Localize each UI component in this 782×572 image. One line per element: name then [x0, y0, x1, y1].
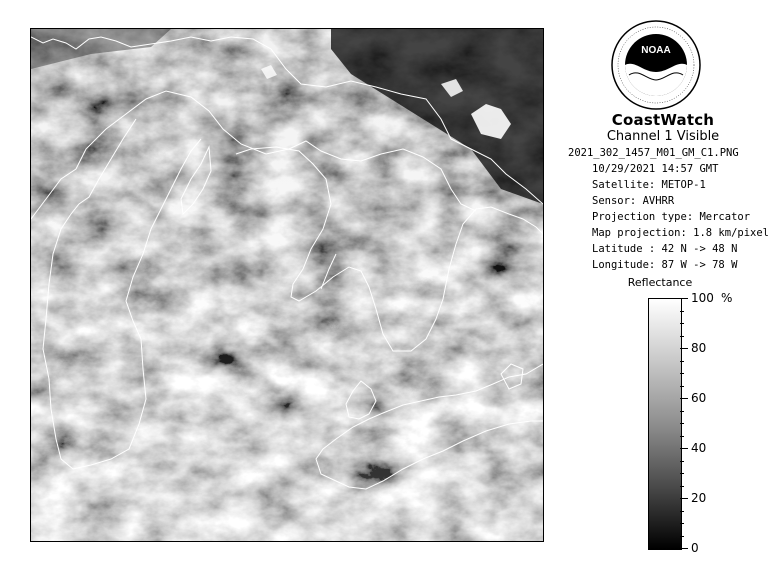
reflectance-colorbar — [648, 298, 682, 550]
colorbar-tick-label: 100 — [691, 291, 714, 305]
colorbar-minor-tick — [680, 311, 684, 312]
noaa-logo — [611, 20, 701, 110]
colorbar-minor-tick — [680, 323, 684, 324]
colorbar-minor-tick — [680, 461, 684, 462]
colorbar-major-tick — [680, 498, 688, 499]
colorbar-minor-tick — [680, 536, 684, 537]
latitude-label: Latitude : 42 N -> 48 N — [592, 243, 738, 255]
colorbar-major-tick — [680, 298, 688, 299]
colorbar-minor-tick — [680, 486, 684, 487]
colorbar-minor-tick — [680, 373, 684, 374]
noaa-logo-text: NOAA — [641, 45, 671, 56]
colorbar-minor-tick — [680, 411, 684, 412]
longitude-label: Longitude: 87 W -> 78 W — [592, 259, 738, 271]
satellite-image-svg — [31, 29, 543, 541]
legend-unit: % — [721, 291, 733, 305]
colorbar-major-tick — [680, 448, 688, 449]
filename-label: 2021_302_1457_M01_GM_C1.PNG — [568, 147, 739, 159]
colorbar-major-tick — [680, 348, 688, 349]
colorbar-tick-label: 80 — [691, 341, 707, 355]
map-projection-label: Map projection: 1.8 km/pixel — [592, 227, 770, 239]
colorbar-minor-tick — [680, 386, 684, 387]
colorbar-major-tick — [680, 398, 688, 399]
colorbar-major-tick — [680, 548, 688, 549]
colorbar-minor-tick — [680, 436, 684, 437]
satellite-label: Satellite: METOP-1 — [592, 179, 706, 191]
colorbar-minor-tick — [680, 511, 684, 512]
channel-label: Channel 1 Visible — [606, 129, 720, 144]
colorbar-minor-tick — [680, 423, 684, 424]
projection-type-label: Projection type: Mercator — [592, 211, 751, 223]
sensor-label: Sensor: AVHRR — [592, 195, 675, 207]
satellite-image — [30, 28, 544, 542]
legend-title: Reflectance — [627, 276, 693, 289]
colorbar-minor-tick — [680, 361, 684, 362]
colorbar-tick-label: 20 — [691, 491, 707, 505]
colorbar-tick-label: 40 — [691, 441, 707, 455]
info-panel — [560, 18, 770, 563]
colorbar-tick-label: 60 — [691, 391, 707, 405]
brand-title: CoastWatch — [611, 111, 715, 129]
date-time-label: 10/29/2021 14:57 GMT — [592, 163, 719, 175]
colorbar-minor-tick — [680, 336, 684, 337]
colorbar-minor-tick — [680, 473, 684, 474]
colorbar-tick-label: 0 — [691, 541, 699, 555]
colorbar-minor-tick — [680, 523, 684, 524]
